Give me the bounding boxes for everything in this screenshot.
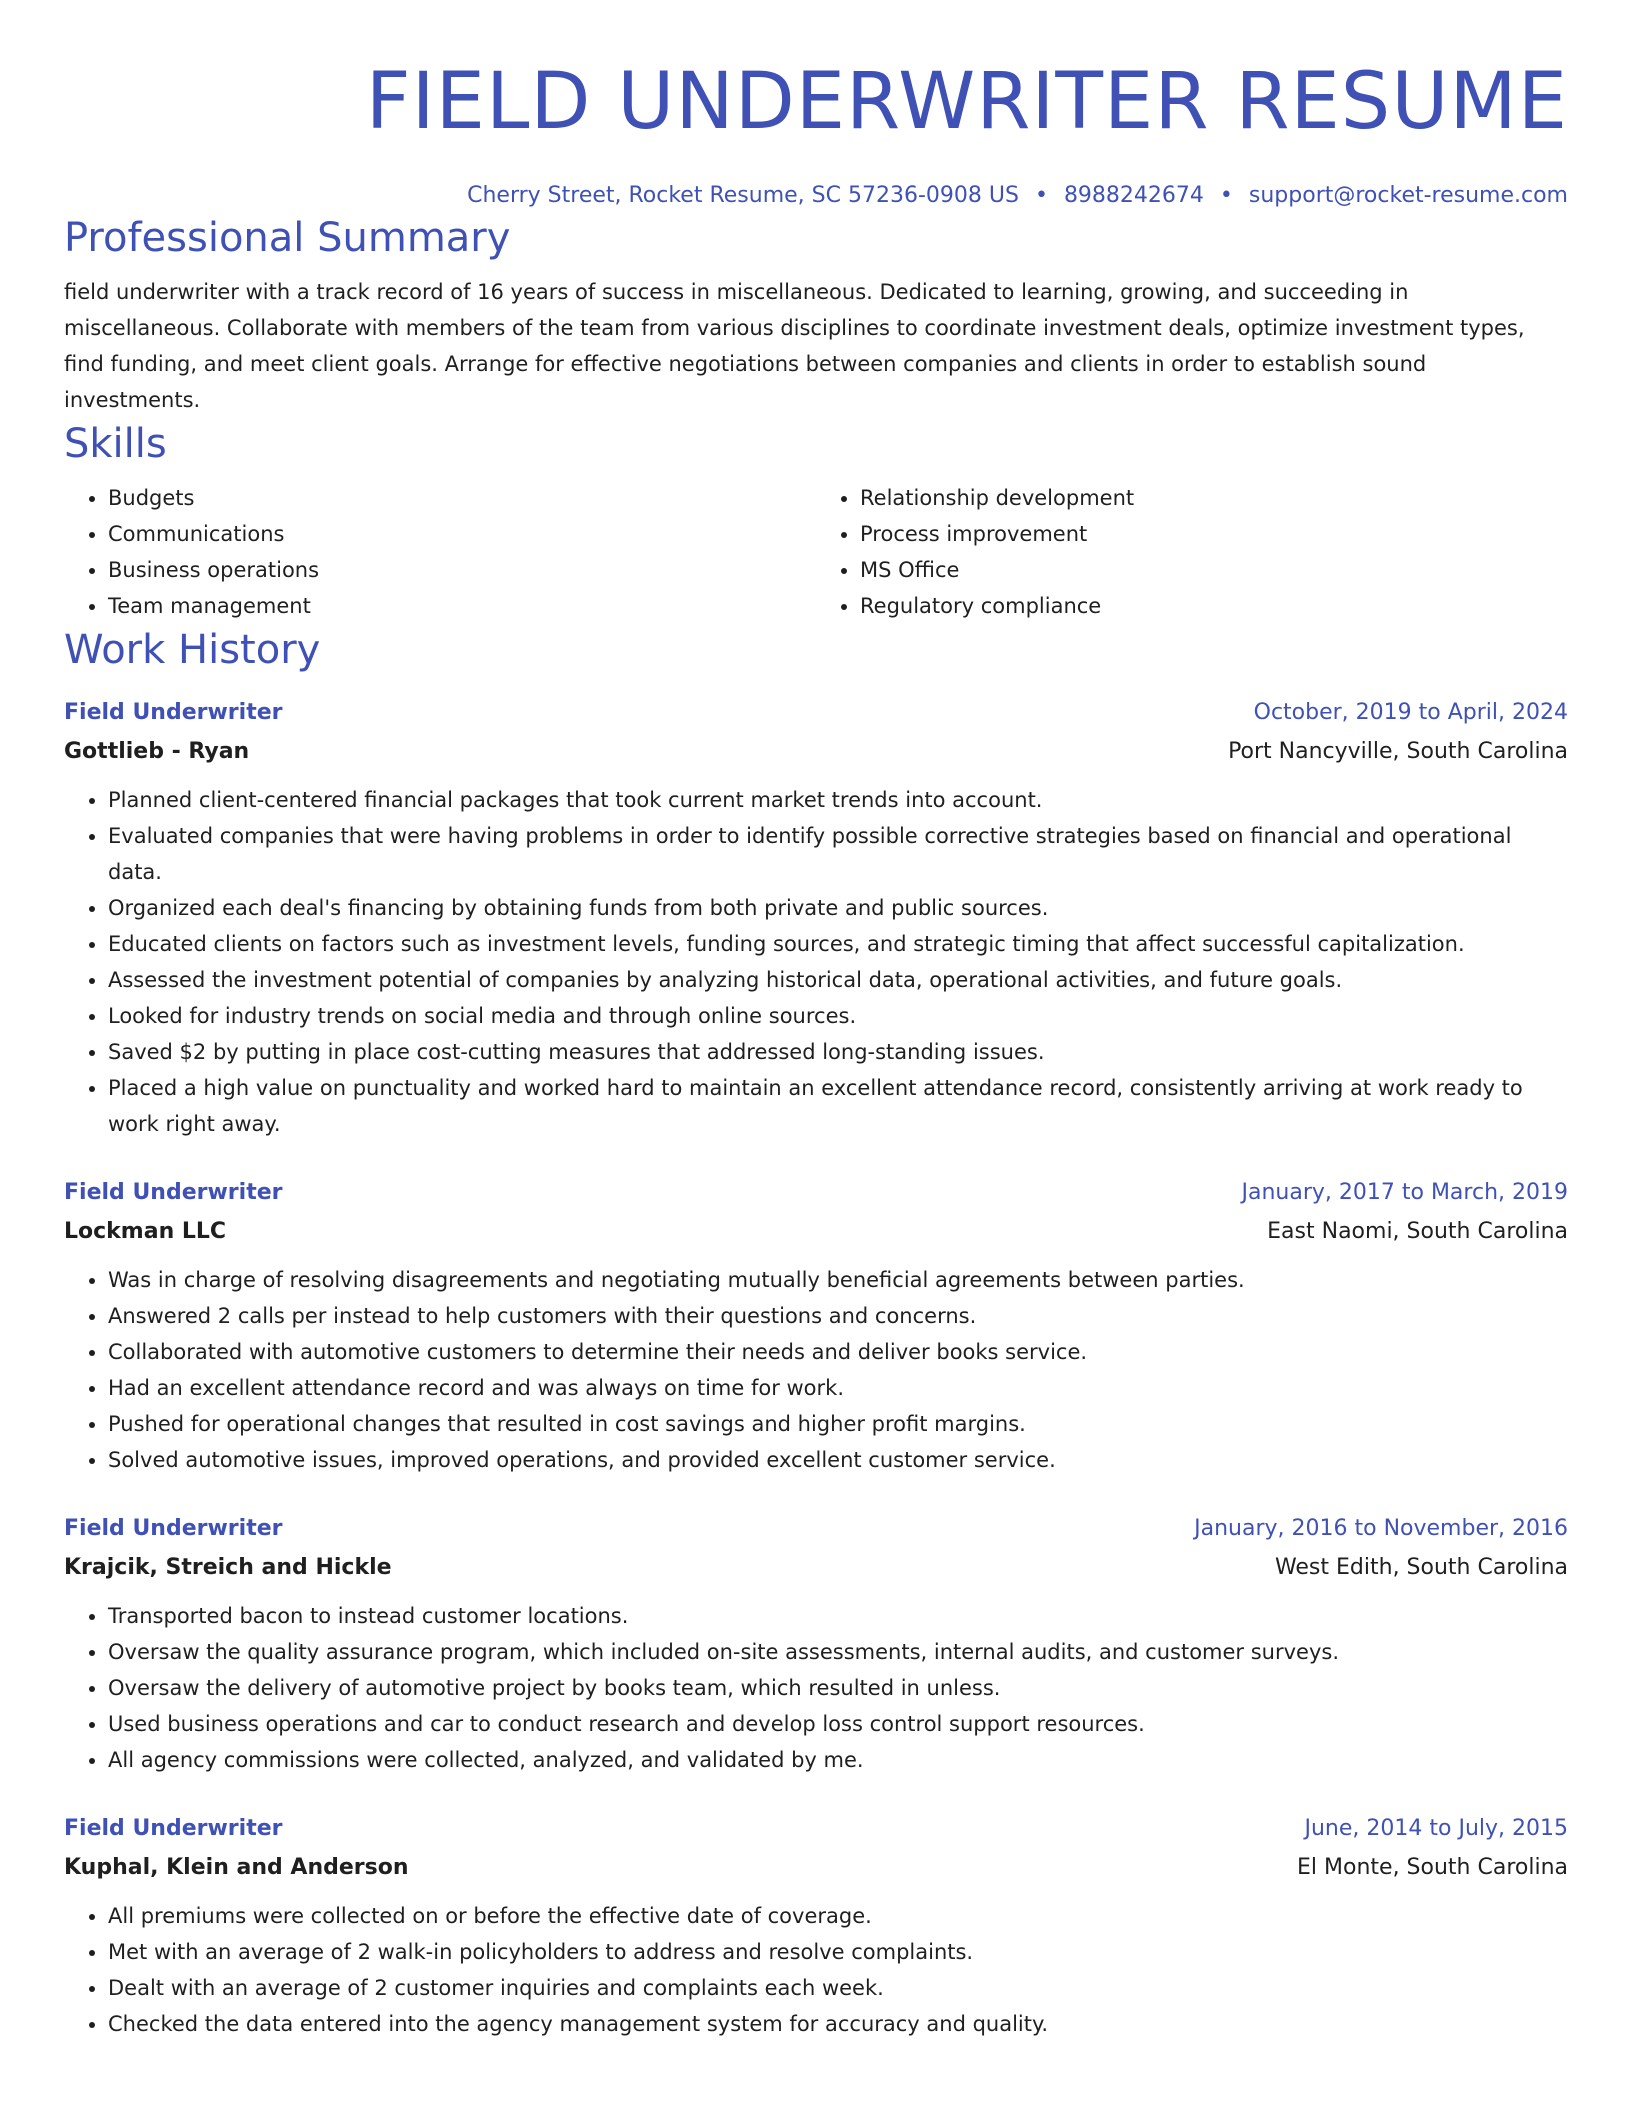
job-location: East Naomi, South Carolina [1267, 1219, 1568, 1244]
job-dates: June, 2014 to July, 2015 [1304, 1816, 1568, 1841]
job-header-row [64, 694, 1568, 732]
skill-item: • Process improvement [860, 516, 1568, 552]
separator-dot: • [1219, 183, 1233, 208]
job-bullet: • Assessed the investment potential of companies by analyzing historical data, operational activities, and future goals. [108, 962, 1568, 998]
job-bullet: • All agency commissions were collected, analyzed, and validated by me. [108, 1742, 1568, 1778]
job-location: El Monte, South Carolina [1297, 1855, 1568, 1880]
job-bullet: • Used business operations and car to conduct research and develop loss control support resources. [108, 1706, 1568, 1742]
job-bullets [64, 1598, 1568, 1778]
job-entry [64, 1174, 1568, 1478]
job-company-row [64, 732, 1568, 772]
skill-item: • Relationship development [860, 480, 1568, 516]
job-title: Field Underwriter [64, 700, 283, 725]
skills-list [64, 480, 1568, 624]
summary-heading: Professional Summary [64, 215, 511, 261]
job-title: Field Underwriter [64, 1516, 283, 1541]
job-bullet: • Oversaw the quality assurance program, which included on-site assessments, internal audits, and customer surveys. [108, 1634, 1568, 1670]
job-company-row [64, 1548, 1568, 1588]
job-entry [64, 1810, 1568, 2042]
summary-text: field underwriter with a track record of 16 years of success in miscellaneous. Dedicated to learning, growing, and succeeding in miscellaneous. Collaborate with members of the team from various disciplines to coordinate investment deals, optimize investment types, find funding, and meet client goals. Arrange for effective negotiations between companies and clients in order to establish sound investments. [64, 280, 1525, 412]
company-name: Krajcik, Streich and Hickle [64, 1555, 392, 1580]
company-name: Kuphal, Klein and Anderson [64, 1855, 409, 1880]
job-company-row [64, 1212, 1568, 1252]
job-bullets [64, 1262, 1568, 1478]
email-text: support@rocket-resume.com [1248, 183, 1568, 208]
job-bullet: • Organized each deal's financing by obtaining funds from both private and public sources. [108, 890, 1568, 926]
company-name: Lockman LLC [64, 1219, 227, 1244]
job-bullet: • All premiums were collected on or before the effective date of coverage. [108, 1898, 1568, 1934]
work-history-heading: Work History [64, 627, 321, 673]
job-bullet: • Planned client-centered financial packages that took current market trends into account. [108, 782, 1568, 818]
skills-column-right [816, 480, 1568, 624]
skill-item: • Budgets [108, 480, 816, 516]
job-bullet: • Checked the data entered into the agency management system for accuracy and quality. [108, 2006, 1568, 2042]
job-dates: January, 2016 to November, 2016 [1194, 1516, 1568, 1541]
job-header-row [64, 1510, 1568, 1548]
job-bullets [64, 1898, 1568, 2042]
job-bullet: • Oversaw the delivery of automotive project by books team, which resulted in unless. [108, 1670, 1568, 1706]
job-bullet: • Pushed for operational changes that resulted in cost savings and higher profit margins. [108, 1406, 1568, 1442]
skills-heading: Skills [64, 421, 167, 467]
job-dates: January, 2017 to March, 2019 [1241, 1180, 1568, 1205]
job-bullet: • Evaluated companies that were having problems in order to identify possible corrective strategies based on financial and operational data. [108, 818, 1568, 890]
job-entry [64, 1510, 1568, 1778]
job-location: West Edith, South Carolina [1274, 1555, 1568, 1580]
contact-line [64, 180, 1568, 212]
job-entry [64, 694, 1568, 1142]
job-dates: October, 2019 to April, 2024 [1253, 700, 1568, 725]
job-bullet: • Had an excellent attendance record and was always on time for work. [108, 1370, 1568, 1406]
job-bullet: • Dealt with an average of 2 customer inquiries and complaints each week. [108, 1970, 1568, 2006]
skill-item: • MS Office [860, 552, 1568, 588]
job-bullet: • Collaborated with automotive customers to determine their needs and deliver books service. [108, 1334, 1568, 1370]
skills-column-left [64, 480, 816, 624]
job-bullet: • Looked for industry trends on social media and through online sources. [108, 998, 1568, 1034]
resume-title: FIELD UNDERWRITER RESUME [365, 57, 1568, 147]
job-bullet: • Saved $2 by putting in place cost-cutting measures that addressed long-standing issues. [108, 1034, 1568, 1070]
job-header-row [64, 1174, 1568, 1212]
job-bullet: • Solved automotive issues, improved operations, and provided excellent customer service. [108, 1442, 1568, 1478]
job-bullet: • Educated clients on factors such as investment levels, funding sources, and strategic timing that affect successful capitalization. [108, 926, 1568, 962]
job-bullet: • Placed a high value on punctuality and worked hard to maintain an excellent attendance record, consistently arriving at work ready to work right away. [108, 1070, 1568, 1142]
skill-item: • Communications [108, 516, 816, 552]
company-name: Gottlieb - Ryan [64, 739, 250, 764]
job-title: Field Underwriter [64, 1180, 283, 1205]
job-bullet: • Was in charge of resolving disagreements and negotiating mutually beneficial agreements between parties. [108, 1262, 1568, 1298]
separator-dot: • [1034, 183, 1048, 208]
job-company-row [64, 1848, 1568, 1888]
address-text: Cherry Street, Rocket Resume, SC 57236-0908 US [467, 183, 1019, 208]
job-header-row [64, 1810, 1568, 1848]
skill-item: • Business operations [108, 552, 816, 588]
phone-text: 8988242674 [1063, 183, 1204, 208]
skill-item: • Regulatory compliance [860, 588, 1568, 624]
job-bullets [64, 782, 1568, 1142]
job-location: Port Nancyville, South Carolina [1228, 739, 1568, 764]
job-title: Field Underwriter [64, 1816, 283, 1841]
job-bullet: • Met with an average of 2 walk-in policyholders to address and resolve complaints. [108, 1934, 1568, 1970]
job-bullet: • Answered 2 calls per instead to help customers with their questions and concerns. [108, 1298, 1568, 1334]
job-bullet: • Transported bacon to instead customer locations. [108, 1598, 1568, 1634]
skill-item: • Team management [108, 588, 816, 624]
